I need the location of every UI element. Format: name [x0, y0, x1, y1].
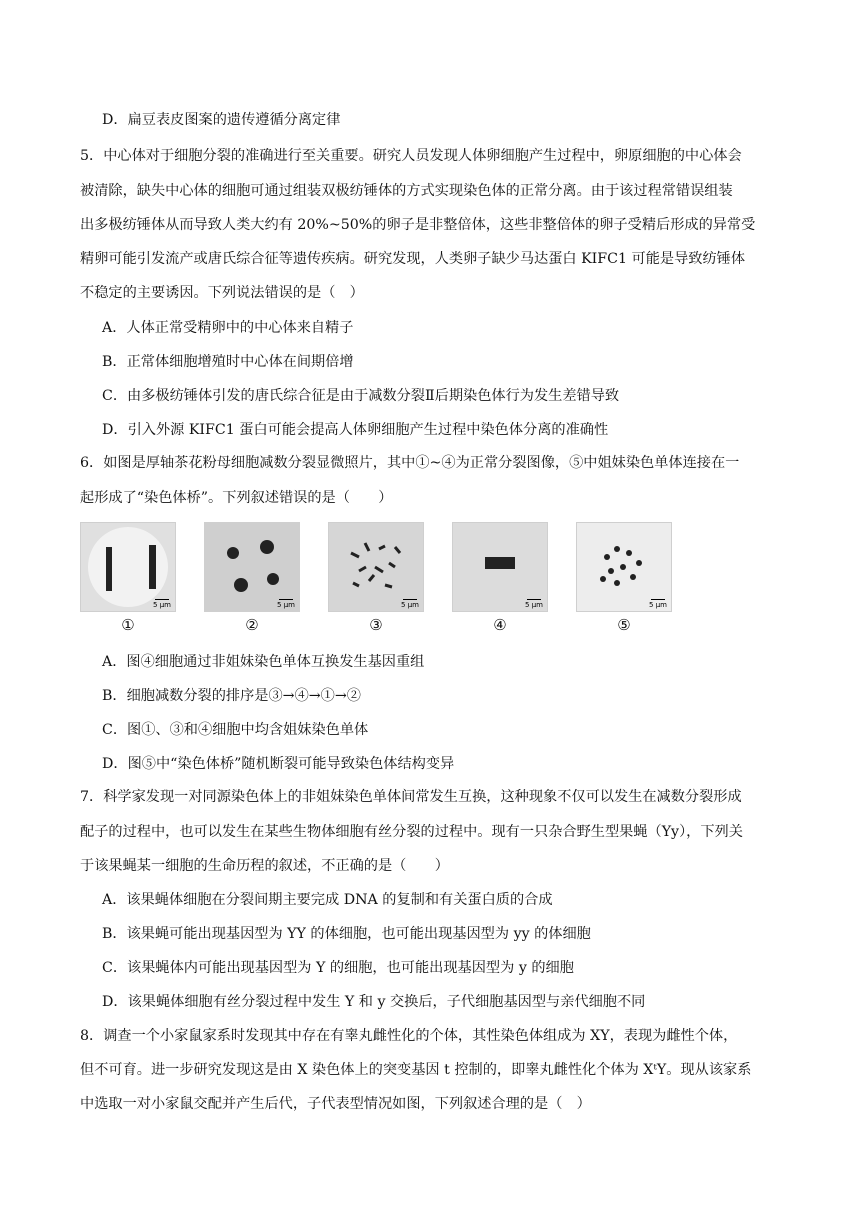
scale-label-2: 5 μm — [277, 601, 295, 609]
q6-option-c: C．图①、③和④细胞中均含姐妹染色单体 — [102, 722, 369, 738]
figure-label-4: ④ — [493, 616, 507, 634]
q5-stem-line-5: 不稳定的主要诱因。下列说法错误的是（ ） — [80, 285, 364, 301]
q5-stem-line-4: 精卵可能引发流产或唐氏综合征等遗传疾病。研究发现，人类卵子缺少马达蛋白 KIFC1 可能是导致纺锤体 — [80, 251, 746, 267]
q6-option-a: A．图④细胞通过非姐妹染色单体互换发生基因重组 — [102, 654, 425, 670]
q5-option-a: A．人体正常受精卵中的中心体来自精子 — [102, 320, 354, 336]
q5-option-c: C．由多极纺锤体引发的唐氏综合征是由于减数分裂Ⅱ后期染色体行为发生差错导致 — [102, 388, 620, 404]
figure-label-1: ① — [121, 616, 135, 634]
scale-label-4: 5 μm — [525, 601, 543, 609]
micrograph-2 — [204, 522, 300, 612]
micrograph-4 — [452, 522, 548, 612]
q7-stem-line-3: 于该果蝇某一细胞的生命历程的叙述，不正确的是（ ） — [80, 858, 449, 874]
figure-label-3: ③ — [369, 616, 383, 634]
scale-label-3: 5 μm — [401, 601, 419, 609]
scale-label-1: 5 μm — [153, 601, 171, 609]
q7-stem-line-2: 配子的过程中，也可以发生在某些生物体细胞有丝分裂的过程中。现有一只杂合野生型果蝇（Yy），下列关 — [80, 824, 743, 840]
micrograph-5 — [576, 522, 672, 612]
q5-option-b: B．正常体细胞增殖时中心体在间期倍增 — [102, 354, 354, 370]
q5-option-d: D．引入外源 KIFC1 蛋白可能会提高人体卵细胞产生过程中染色体分离的准确性 — [102, 422, 609, 438]
q5-stem-line-1: 5．中心体对于细胞分裂的准确进行至关重要。研究人员发现人体卵细胞产生过程中，卵原细胞的中心体会 — [80, 148, 742, 164]
q4-option-d: D．扁豆表皮图案的遗传遵循分离定律 — [102, 112, 341, 128]
q7-stem-line-1: 7．科学家发现一对同源染色体上的非姐妹染色单体间常发生互换，这种现象不仅可以发生在减数分裂形成 — [80, 789, 742, 805]
q8-stem-line-3: 中选取一对小家鼠交配并产生后代，子代表型情况如图，下列叙述合理的是（ ） — [80, 1096, 591, 1112]
figure-label-2: ② — [245, 616, 259, 634]
q5-stem-line-3: 出多极纺锤体从而导致人类大约有 20%~50%的卵子是非整倍体，这些非整倍体的卵子受精后形成的异常受 — [80, 217, 756, 233]
q8-stem-line-2: 但不可育。进一步研究发现这是由 X 染色体上的突变基因 t 控制的，即睾丸雌性化个体为 XᵗY。现从该家系 — [80, 1062, 752, 1078]
micrograph-1 — [80, 522, 176, 612]
micrograph-figure — [0, 522, 860, 638]
q8-stem-line-1: 8．调查一个小家鼠家系时发现其中存在有睾丸雌性化的个体，其性染色体组成为 XY，表现为雌性个体， — [80, 1028, 738, 1044]
q7-option-a: A．该果蝇体细胞在分裂间期主要完成 DNA 的复制和有关蛋白质的合成 — [102, 892, 553, 908]
q7-option-b: B．该果蝇可能出现基因型为 YY 的体细胞，也可能出现基因型为 yy 的体细胞 — [102, 926, 591, 942]
q6-option-b: B．细胞减数分裂的排序是③→④→①→② — [102, 688, 361, 704]
q7-option-c: C．该果蝇体内可能出现基因型为 Y 的细胞，也可能出现基因型为 y 的细胞 — [102, 960, 574, 976]
scale-label-5: 5 μm — [649, 601, 667, 609]
micrograph-3 — [328, 522, 424, 612]
q6-option-d: D．图⑤中“染色体桥”随机断裂可能导致染色体结构变异 — [102, 756, 455, 772]
q5-stem-line-2: 被清除，缺失中心体的细胞可通过组装双极纺锤体的方式实现染色体的正常分离。由于该过程常错误组装 — [80, 183, 733, 199]
q7-option-d: D．该果蝇体细胞有丝分裂过程中发生 Y 和 y 交换后，子代细胞基因型与亲代细胞不同 — [102, 994, 646, 1010]
q6-stem-line-1: 6．如图是厚轴茶花粉母细胞减数分裂显微照片，其中①~④为正常分裂图像，⑤中姐妹染色单体连接在一 — [80, 455, 740, 471]
figure-label-5: ⑤ — [617, 616, 631, 634]
q6-stem-line-2: 起形成了“染色体桥”。下列叙述错误的是（ ） — [80, 490, 393, 506]
